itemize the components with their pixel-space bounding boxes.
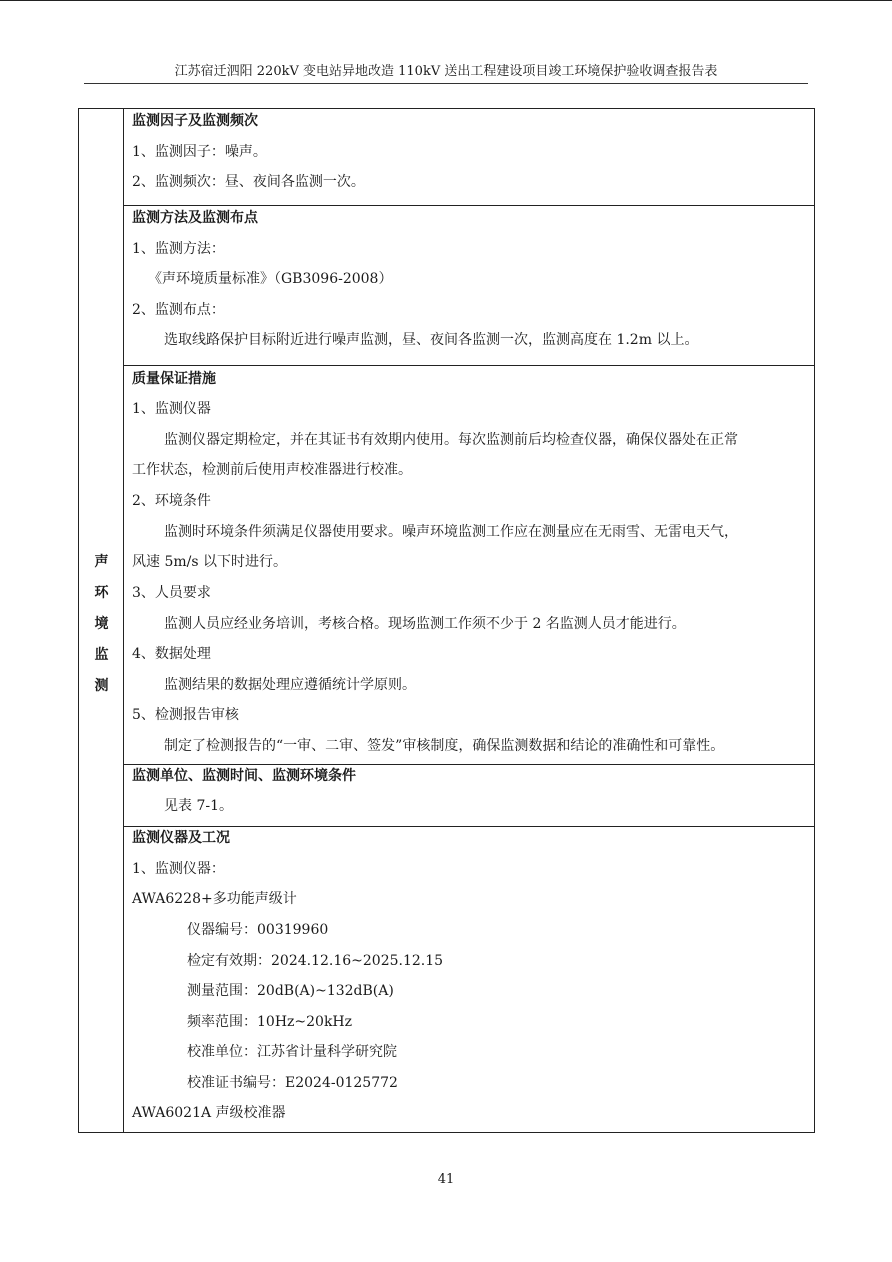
section-line: 见表 7-1。 [164,798,233,814]
content-column [124,109,814,1132]
section-line: 仪器编号：00319960 [187,922,329,938]
side-label-char: 环 [94,585,109,601]
section-heading: 监测因子及监测频次 [132,113,258,129]
side-label-char: 测 [94,678,109,694]
section-line: AWA6021A 声级校准器 [132,1105,286,1121]
section-line: 风速 5m/s 以下时进行。 [132,554,287,570]
section-line: 检定有效期：2024.12.16~2025.12.15 [187,953,444,969]
section-line: 制定了检测报告的“一审、二审、签发”审核制度，确保监测数据和结论的准确性和可靠性。 [164,738,725,754]
section-monitoring-factors [124,109,814,206]
page-top-border [0,0,892,1]
section-line: 监测人员应经业务培训，考核合格。现场监测工作须不少于 2 名监测人员才能进行。 [164,616,686,632]
side-label-char: 境 [94,616,109,632]
section-monitoring-method [124,206,814,366]
section-heading: 监测方法及监测布点 [132,210,258,226]
section-line: 校准证书编号：E2024-0125772 [187,1075,398,1091]
side-label-column [79,109,124,1132]
header-rule [84,83,808,84]
section-line: 1、监测仪器 [132,401,211,417]
section-line: 频率范围：10Hz~20kHz [187,1014,353,1030]
section-line: 工作状态，检测前后使用声校准器进行校准。 [132,462,412,478]
section-heading: 监测仪器及工况 [132,830,230,846]
section-instruments [124,827,814,1132]
section-line: 3、人员要求 [132,585,211,601]
section-line: 校准单位：江苏省计量科学研究院 [187,1044,397,1060]
section-line: 1、监测仪器： [132,861,225,877]
section-line: 监测时环境条件须满足仪器使用要求。噪声环境监测工作应在测量应在无雨雪、无雷电天气， [164,524,738,540]
section-line: 2、环境条件 [132,493,211,509]
section-line: 2、监测布点： [132,302,225,318]
side-label-char: 监 [94,647,109,663]
section-line: 选取线路保护目标附近进行噪声监测，昼、夜间各监测一次，监测高度在 1.2m 以上。 [164,332,699,348]
report-table [78,108,815,1133]
section-line: 2、监测频次：昼、夜间各监测一次。 [132,174,365,190]
section-line: 5、检测报告审核 [132,707,239,723]
section-line: 《声环境质量标准》（GB3096-2008） [148,271,393,287]
section-quality-assurance [124,366,814,765]
section-line: 1、监测因子：噪声。 [132,144,267,160]
section-line: 测量范围：20dB(A)~132dB(A) [187,983,394,999]
side-label-char: 声 [94,554,109,570]
section-line: AWA6228+多功能声级计 [132,891,297,907]
section-line: 4、数据处理 [132,646,211,662]
section-line: 监测仪器定期检定，并在其证书有效期内使用。每次监测前后均检查仪器，确保仪器处在正常 [164,432,738,448]
section-monitoring-unit [124,765,814,827]
side-label-vertical [79,547,124,702]
page-number: 41 [437,1172,455,1187]
section-heading: 监测单位、监测时间、监测环境条件 [132,768,356,784]
section-heading: 质量保证措施 [132,371,216,387]
section-line: 1、监测方法： [132,241,225,257]
section-line: 监测结果的数据处理应遵循统计学原则。 [164,677,416,693]
report-header-title: 江苏宿迁泗阳 220kV 变电站异地改造 110kV 送出工程建设项目竣工环境保护验收调查报告表 [174,64,718,79]
